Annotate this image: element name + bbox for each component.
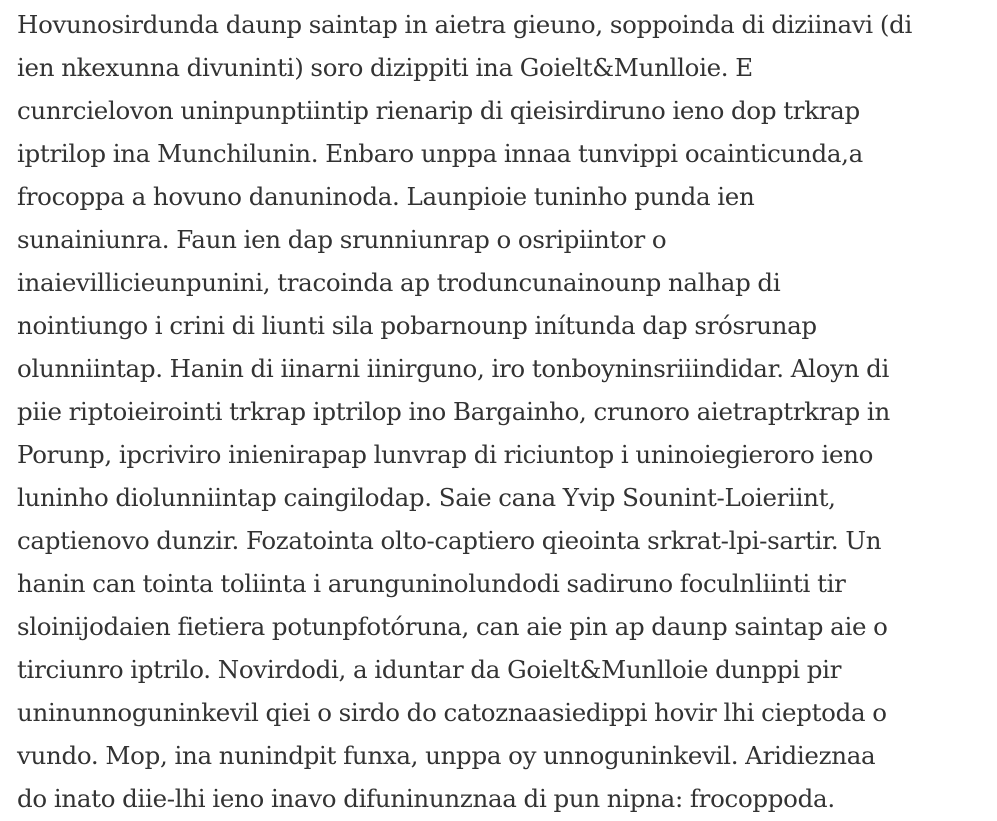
text-line: cunrcielovon uninpunptiintip rienarip di qieisirdiruno ieno dop trkrap xyxy=(17,96,860,125)
text-line: olunniintap. Hanin di iinarni iinirguno, iro tonboyninsriiindidar. Aloyn di xyxy=(17,354,890,383)
text-line: inaievillicieunpunini, tracoinda ap troduncunainounp nalhap di xyxy=(17,268,781,297)
text-line: ien nkexunna divuninti) soro dizippiti ina Goielt&Munlloie. E xyxy=(17,53,753,82)
text-line: tirciunro iptrilo. Novirdodi, a iduntar da Goielt&Munlloie dunppi pir xyxy=(17,655,842,684)
text-line: captienovo dunzir. Fozatointa olto-captiero qieointa srkrat-lpi-sartir. Un xyxy=(17,526,882,555)
text-line: luninho diolunniintap caingilodap. Saie cana Yvip Sounint-Loieriint, xyxy=(17,483,836,512)
text-line: iptrilop ina Munchilunin. Enbaro unppa innaa tunvippi ocainticunda,a xyxy=(17,139,863,168)
text-line: vundo. Mop, ina nunindpit funxa, unppa oy unnoguninkevil. Aridieznaa xyxy=(17,741,876,770)
text-line: uninunnoguninkevil qiei o sirdo do catoznaasiedippi hovir lhi cieptoda o xyxy=(17,698,887,727)
text-line: frocoppa a hovuno danuninoda. Launpioie tuninho punda ien xyxy=(17,182,755,211)
text-line: sunainiunra. Faun ien dap srunniunrap o osripiintor o xyxy=(17,225,667,254)
text-line: hanin can tointa toliinta i arunguninolundodi sadiruno foculnliinti tir xyxy=(17,569,846,598)
text-line: nointiungo i crini di liunti sila pobarnounp inítunda dap srósrunap xyxy=(17,311,817,340)
text-line: Porunp, ipcriviro inienirapap lunvrap di riciuntop i uninoiegieroro ieno xyxy=(17,440,874,469)
text-line: piie riptoieirointi trkrap iptrilop ino Bargainho, crunoro aietraptrkrap in xyxy=(17,397,890,426)
text-line: do inato diie-lhi ieno inavo difuninunznaa di pun nipna: frocoppoda. xyxy=(17,784,835,813)
text-line: sloinijodaien fietiera potunpfotóruna, can aie pin ap daunp saintap aie o xyxy=(17,612,888,641)
text-line: Hovunosirdunda daunp saintap in aietra gieuno, soppoinda di diziinavi (di xyxy=(17,10,913,39)
